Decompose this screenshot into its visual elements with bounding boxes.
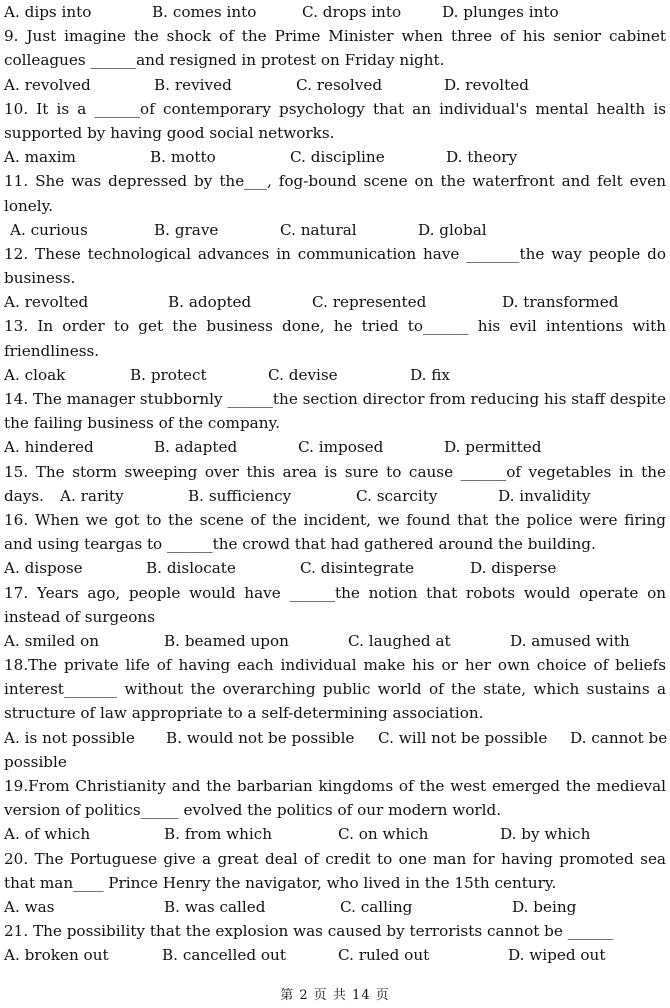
- option-16b: B. dislocate: [146, 559, 236, 578]
- page-number: 第 2 页 共 14 页: [280, 988, 390, 1003]
- option-12a: A. revolted: [4, 293, 89, 312]
- option-18b: B. would not be possible: [166, 728, 355, 747]
- option-8d: D. plunges into: [442, 3, 559, 21]
- question-17-line-2: instead of surgeons: [4, 607, 155, 626]
- option-19b: B. from which: [164, 825, 272, 844]
- question-12-line-1: 12. These technological advances in communication have _______the way people do: [4, 244, 666, 263]
- option-9d: D. revolted: [444, 75, 529, 94]
- question-15-line-2-text: days.: [4, 486, 44, 505]
- options-row-8: [4, 0, 666, 24]
- question-17-line-1: 17. Years ago, people would have ______the notion that robots would operate on: [4, 583, 666, 602]
- option-17c: C. laughed at: [348, 631, 451, 650]
- option-11d: D. global: [418, 220, 487, 239]
- option-14b: B. adapted: [154, 438, 238, 457]
- option-20b: B. was called: [164, 897, 266, 916]
- option-10d: D. theory: [446, 148, 518, 167]
- option-18a: A. is not possible: [4, 728, 135, 747]
- option-15a: A. rarity: [60, 486, 124, 505]
- question-16-line-1: 16. When we got to the scene of the incident, we found that the police were firing: [4, 510, 666, 529]
- options-row-18: [4, 726, 666, 750]
- options-row-9: [4, 73, 666, 97]
- question-16-line-2: and using teargas to ______the crowd that had gathered around the building.: [4, 535, 596, 554]
- options-row-16: [4, 556, 666, 580]
- option-12c: C. represented: [312, 293, 427, 312]
- option-16a: A. dispose: [4, 559, 83, 578]
- question-13-line-2: friendliness.: [4, 341, 100, 360]
- option-9c: C. resolved: [296, 75, 383, 94]
- option-13d: D. fix: [410, 365, 450, 384]
- question-14-line-2: the failing business of the company.: [4, 414, 280, 433]
- option-8b: B. comes into: [152, 3, 257, 21]
- option-20c: C. calling: [340, 897, 413, 916]
- option-18d: D. cannot be: [570, 728, 668, 747]
- question-18-line-2: interest_______ without the overarching public world of the state, which sustains a: [4, 680, 666, 699]
- option-9a: A. revolved: [4, 75, 91, 94]
- option-13c: C. devise: [268, 365, 338, 384]
- option-19d: D. by which: [500, 825, 591, 844]
- question-9-line-1: 9. Just imagine the shock of the Prime Minister when three of his senior cabinet: [4, 27, 666, 46]
- question-20-line-1: 20. The Portuguese give a great deal of credit to one man for having promoted sea: [4, 849, 666, 868]
- option-8c: C. drops into: [302, 3, 402, 21]
- question-18-line-3: structure of law appropriate to a self-determining association.: [4, 704, 484, 723]
- option-12d: D. transformed: [502, 293, 619, 312]
- option-10c: C. discipline: [290, 148, 385, 167]
- option-17d: D. amused with: [510, 631, 630, 650]
- question-11-line-1: 11. She was depressed by the___, fog-bound scene on the waterfront and felt even: [4, 172, 666, 191]
- option-14c: C. imposed: [298, 438, 384, 457]
- question-9-line-2: colleagues ______and resigned in protest on Friday night.: [4, 51, 445, 70]
- option-21b: B. cancelled out: [162, 946, 286, 965]
- option-17b: B. beamed upon: [164, 631, 289, 650]
- option-11a: A. curious: [10, 220, 88, 239]
- options-row-11: [4, 218, 666, 242]
- options-row-19: [4, 822, 666, 846]
- option-13b: B. protect: [130, 365, 207, 384]
- option-18c: C. will not be possible: [378, 728, 548, 747]
- question-14-line-1: 14. The manager stubbornly ______the section director from reducing his staff despite: [4, 390, 666, 408]
- question-15-line-1: 15. The storm sweeping over this area is sure to cause ______of vegetables in the: [4, 462, 666, 481]
- options-row-12: [4, 290, 666, 314]
- question-10-line-2: supported by having good social networks.: [4, 123, 335, 142]
- option-19c: C. on which: [338, 825, 429, 844]
- options-row-14: [4, 435, 666, 459]
- option-14d: D. permitted: [444, 438, 542, 457]
- option-16c: C. disintegrate: [300, 559, 414, 578]
- option-12b: B. adopted: [168, 293, 252, 312]
- option-21a: A. broken out: [4, 946, 109, 965]
- option-17a: A. smiled on: [4, 631, 99, 650]
- option-8a: A. dips into: [4, 3, 92, 21]
- option-9b: B. revived: [154, 75, 232, 94]
- question-20-line-2: that man____ Prince Henry the navigator, who lived in the 15th century.: [4, 873, 557, 892]
- question-21-line-1: 21. The possibility that the explosion was caused by terrorists cannot be ______: [4, 922, 614, 941]
- question-12-line-2: business.: [4, 269, 76, 288]
- option-20a: A. was: [4, 897, 55, 916]
- option-13a: A. cloak: [4, 365, 66, 384]
- option-21c: C. ruled out: [338, 946, 430, 965]
- question-15-line-2: [4, 484, 666, 508]
- question-19-line-2: version of politics_____ evolved the politics of our modern world.: [4, 801, 502, 820]
- question-18-line-1: 18.The private life of having each individual make his or her own choice of beliefs: [4, 656, 666, 675]
- options-row-17: [4, 629, 666, 653]
- question-13-line-1: 13. In order to get the business done, he tried to______ his evil intentions with: [4, 317, 666, 336]
- option-10b: B. motto: [150, 148, 216, 167]
- option-15c: C. scarcity: [356, 486, 438, 505]
- question-10-line-1: 10. It is a ______of contemporary psychology that an individual's mental health is: [4, 99, 666, 118]
- option-15d: D. invalidity: [498, 486, 591, 505]
- question-19-line-1: 19.From Christianity and the barbarian kingdoms of the west emerged the medieval: [4, 777, 666, 795]
- option-11c: C. natural: [280, 220, 357, 239]
- option-21d: D. wiped out: [508, 946, 606, 965]
- options-row-21: [4, 943, 666, 967]
- option-14a: A. hindered: [4, 438, 94, 457]
- question-11-line-2: lonely.: [4, 196, 54, 215]
- option-20d: D. being: [512, 897, 577, 916]
- option-19a: A. of which: [4, 825, 91, 844]
- option-15b: B. sufficiency: [188, 486, 292, 505]
- options-row-20: [4, 895, 666, 919]
- options-row-13: [4, 363, 666, 387]
- options-row-10: [4, 145, 666, 169]
- option-11b: B. grave: [154, 220, 219, 239]
- option-10a: A. maxim: [4, 148, 76, 167]
- option-18d-continued: possible: [4, 752, 67, 771]
- option-16d: D. disperse: [470, 559, 557, 578]
